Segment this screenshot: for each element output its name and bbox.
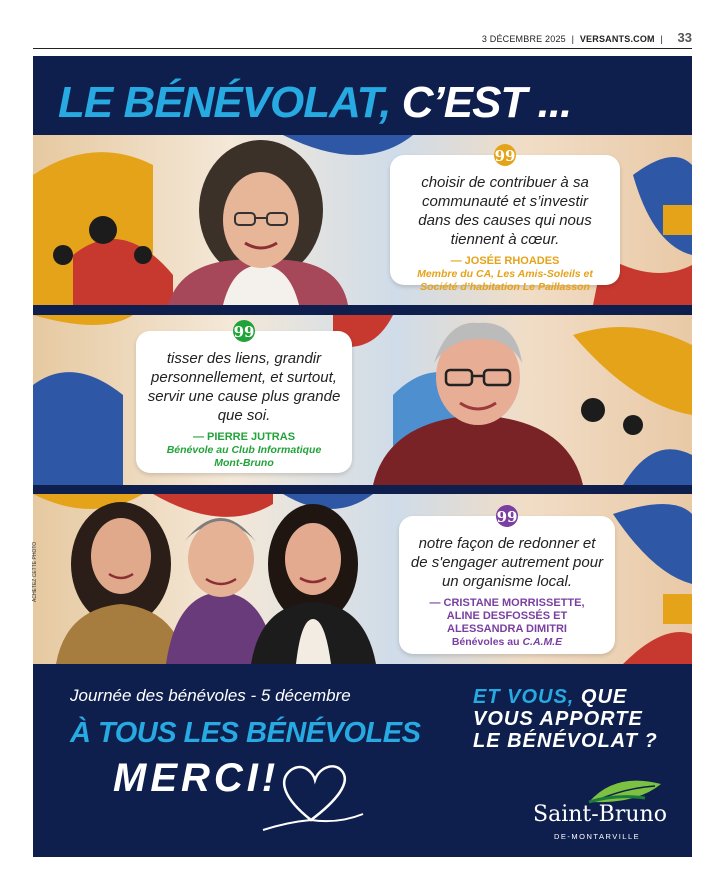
header-date: 3 DÉCEMBRE 2025: [481, 34, 566, 44]
quote-card-3: [399, 508, 615, 654]
person-photo: [153, 135, 353, 305]
page-header: [33, 30, 692, 49]
header-site: VERSANTS.COM: [579, 34, 655, 44]
quote-text-2: tisser des liens, grandir personnellement, et surtout, servir une cause plus grande que soi.: [147, 350, 341, 424]
title-part1: LE BÉNÉVOLAT,: [58, 78, 391, 127]
title-part2: C’EST ...: [401, 78, 572, 127]
person-photo: [368, 315, 588, 485]
quote-author-3: — CRISTANE MORRISSETTE, ALINE DESFOSSÉS ET ALESSANDRA DIMITRI: [429, 597, 585, 635]
group-photo: [51, 494, 381, 664]
question-text: ET VOUS, QUE VOUS APPORTE LE BÉNÉVOLAT ?: [473, 686, 658, 752]
quote-author-2: — PIERRE JUTRAS: [192, 431, 296, 443]
quote-icon: 99: [496, 505, 518, 527]
quote-author-1: — JOSÉE RHOADES: [450, 255, 560, 267]
question-highlight: ET VOUS,: [473, 686, 575, 708]
logo-subtitle: DE-MONTARVILLE: [554, 832, 641, 841]
merci-text: MERCI!: [113, 756, 280, 800]
photo-strip-3: [33, 494, 692, 664]
quote-icon: 99: [494, 144, 516, 166]
ad-title: [58, 76, 571, 130]
saint-bruno-logo: [533, 772, 673, 842]
quote-role-3: Bénévoles au C.A.M.E: [451, 636, 563, 648]
quote-role-1: Membre du CA, Les Amis-Soleils et Société d’habitation Le Paillasson: [417, 268, 593, 293]
mural-background: [33, 315, 692, 485]
quote-text-1: choisir de contribuer à sa communauté et s’investir dans des causes qui nous tiennent à cœur.: [418, 174, 592, 248]
quote-card-1: [390, 147, 620, 293]
tous-les-benevoles: À TOUS LES BÉNÉVOLES: [70, 717, 421, 749]
logo-name: Saint-Bruno: [533, 802, 667, 827]
event-day: Journée des bénévoles - 5 décembre: [70, 686, 351, 705]
quote-card-2: [136, 323, 352, 473]
heart-icon: [263, 752, 373, 832]
header-info: 3 DÉCEMBRE 2025 | VERSANTS.COM |: [481, 34, 663, 44]
quote-role-2: Bénévole au Club Informatique Mont-Bruno: [166, 444, 322, 469]
photo-strip-2: [33, 315, 692, 485]
quote-icon: 99: [233, 320, 255, 342]
quote-text-3: notre façon de redonner et de s'engager autrement pour un organisme local.: [410, 535, 604, 590]
bottom-section: [33, 664, 692, 857]
photo-strip-1: [33, 135, 692, 305]
leaf-icon: [585, 772, 665, 806]
photo-credit: ACHETEZ CETTE PHOTO: [32, 541, 38, 602]
page-number: 33: [677, 30, 692, 45]
ad-panel: [33, 56, 692, 857]
